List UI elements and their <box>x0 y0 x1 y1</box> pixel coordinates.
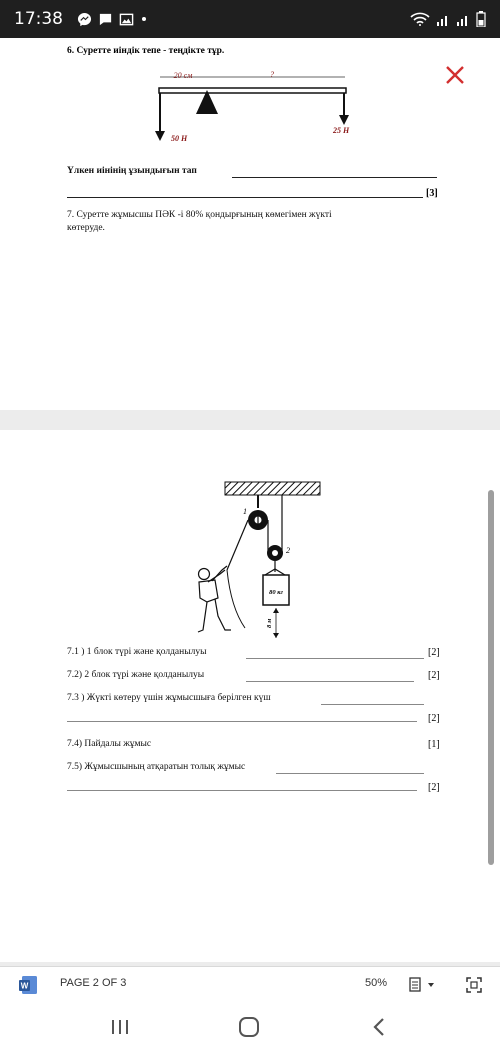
recent-apps-icon[interactable] <box>110 1018 130 1036</box>
left-distance-label: 20 см <box>173 71 193 80</box>
question-7-item-text: 7.4) Пайдалы жұмыс <box>67 739 152 749</box>
messenger-icon <box>77 12 92 27</box>
notification-dot <box>142 17 146 21</box>
battery-icon <box>476 11 486 27</box>
left-force-label: 50 Н <box>171 134 188 143</box>
status-time: 17:38 <box>14 9 63 29</box>
word-icon <box>18 975 38 995</box>
answer-line-extra <box>67 721 417 722</box>
status-bar <box>0 0 500 38</box>
question-6-prompt: Үлкен иінінің ұзындығын тап <box>67 166 197 176</box>
question-7-line-1: 7. Суретте жұмысшы ПӘК -і 80% қондырғының көмегімен жүкті <box>67 210 332 220</box>
question-7-item-mark: [2] <box>428 647 440 658</box>
chat-icon <box>98 12 113 27</box>
load-label: 80 кг <box>269 589 283 596</box>
block-2-label: 2 <box>286 546 290 555</box>
question-7-item-mark: [2] <box>428 782 440 793</box>
lever-diagram <box>140 68 370 148</box>
close-icon[interactable] <box>444 64 466 86</box>
question-7-item-text: 7.1 ) 1 блок түрі және қолданылуы <box>67 647 207 657</box>
navigation-bar <box>0 1002 500 1055</box>
right-force-label: 25 Н <box>333 126 350 135</box>
question-6-title: 6. Суретте иіндік тепе - теңдікте тұр. <box>67 46 225 56</box>
gallery-icon <box>119 12 134 27</box>
question-7-line-2: көтеруде. <box>67 223 105 233</box>
answer-line-2 <box>67 197 423 198</box>
fullscreen-icon[interactable] <box>466 977 482 993</box>
wifi-icon <box>410 12 430 26</box>
answer-line <box>246 681 414 682</box>
block-1-label: 1 <box>243 507 247 516</box>
right-distance-label: ? <box>270 70 274 79</box>
rope-pull <box>227 520 248 570</box>
lever-bar <box>159 88 346 93</box>
answer-line-1 <box>232 177 437 178</box>
viewer-bottom-bar <box>0 966 500 1002</box>
svg-text:W: W <box>20 981 29 991</box>
home-icon[interactable] <box>238 1016 260 1038</box>
page-indicator: PAGE 2 OF 3 <box>60 977 127 989</box>
document-page-1 <box>0 38 500 410</box>
question-6-mark: [3] <box>426 188 438 199</box>
answer-line <box>276 773 424 774</box>
back-icon[interactable] <box>372 1016 386 1038</box>
answer-line <box>321 704 424 705</box>
pulley-figure <box>185 478 335 640</box>
view-mode-icon[interactable] <box>408 977 436 993</box>
height-label: 8 м <box>266 618 273 628</box>
question-7-item-text: 7.3 ) Жүкті көтеру үшін жұмысшыға берілген күш <box>67 693 271 703</box>
signal-icon <box>436 12 450 26</box>
question-7-item-mark: [2] <box>428 670 440 681</box>
document-page-2 <box>0 430 500 962</box>
worker-figure <box>198 566 231 632</box>
question-7-item-mark: [2] <box>428 713 440 724</box>
signal-icon-2 <box>456 12 470 26</box>
question-7-item-text: 7.2) 2 блок түрі және қолданылуы <box>67 670 205 680</box>
scrollbar[interactable] <box>488 490 494 865</box>
question-7-item-mark: [1] <box>428 739 440 750</box>
zoom-level[interactable]: 50% <box>365 977 388 989</box>
answer-line-extra <box>67 790 417 791</box>
answer-line <box>246 658 424 659</box>
question-7-item-text: 7.5) Жұмысшының атқаратын толық жұмыс <box>67 762 246 772</box>
ceiling <box>225 482 320 495</box>
